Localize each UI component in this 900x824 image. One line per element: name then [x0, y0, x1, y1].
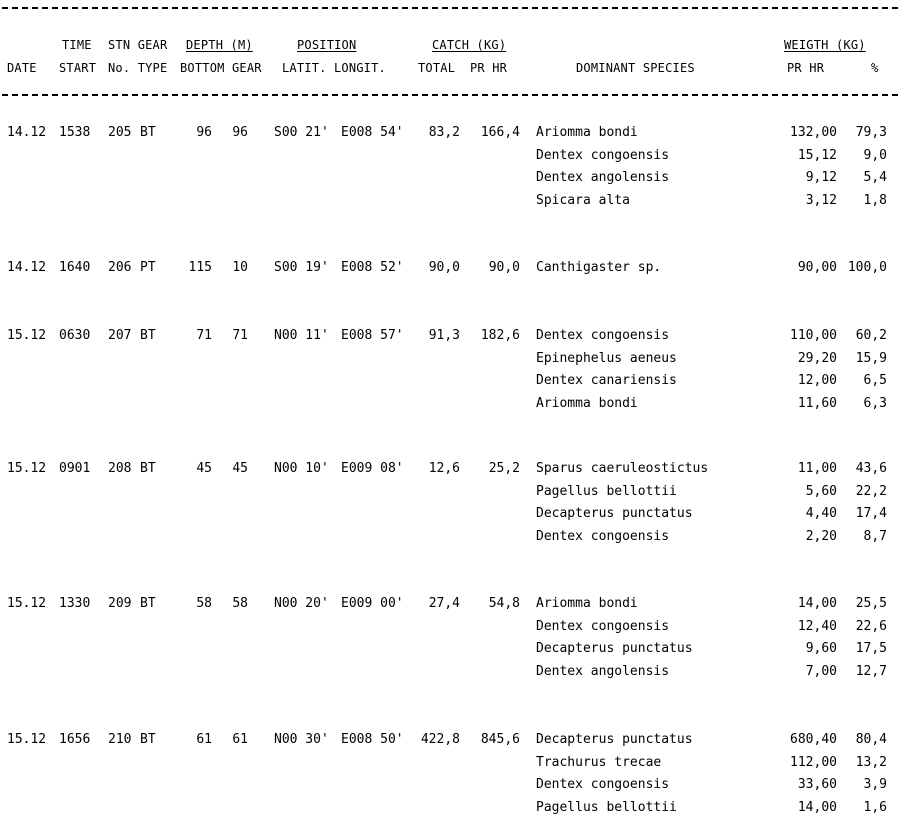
species-name: Sparus caeruleostictus	[536, 461, 709, 476]
species-name: Spicara alta	[536, 192, 630, 208]
station-time: 1656	[59, 732, 91, 747]
species-weight-prhr: 33,60	[797, 777, 837, 792]
species-weight-prhr: 9,12	[805, 170, 837, 185]
station-gear-depth: 58	[232, 596, 248, 611]
species-weight-prhr: 14,00	[797, 596, 837, 611]
station-date: 14.12	[7, 260, 47, 275]
header-percent: %	[871, 61, 879, 75]
station-bottom-depth: 45	[196, 461, 212, 476]
species-weight-prhr: 15,12	[797, 147, 837, 163]
header-dominant-species: DOMINANT SPECIES	[576, 61, 695, 75]
species-weight-prhr: 4,40	[805, 506, 837, 521]
species-percent: 17,4	[855, 506, 887, 521]
station-longitude: E008 52'	[341, 260, 404, 275]
station-date: 15.12	[7, 461, 47, 476]
species-percent: 12,7	[855, 663, 887, 679]
species-name: Dentex congoensis	[536, 528, 670, 544]
species-percent: 5,4	[863, 170, 887, 185]
station-latitude: N00 30'	[274, 732, 329, 747]
species-percent: 17,5	[855, 641, 887, 656]
station-latitude: S00 21'	[274, 125, 329, 140]
station-gear-type: BT	[140, 732, 156, 747]
species-weight-prhr: 112,00	[790, 754, 837, 770]
species-name: Dentex canariensis	[536, 373, 677, 388]
species-name: Ariomma bondi	[536, 596, 638, 611]
species-name: Canthigaster sp.	[536, 260, 662, 275]
species-weight-prhr: 7,00	[805, 663, 837, 679]
header-catch: CATCH (KG)	[432, 38, 507, 52]
species-percent: 43,6	[855, 461, 887, 476]
species-name: Pagellus bellottii	[536, 799, 677, 815]
station-longitude: E009 00'	[341, 596, 404, 611]
station-gear-depth: 61	[232, 732, 248, 747]
station-catch-prhr: 845,6	[480, 732, 520, 747]
station-total-catch: 12,6	[428, 461, 460, 476]
station-number: 210	[108, 732, 132, 747]
station-gear-type: BT	[140, 328, 156, 343]
species-name: Decapterus punctatus	[536, 732, 693, 747]
station-time: 1640	[59, 260, 91, 275]
species-percent: 1,6	[863, 799, 887, 815]
species-name: Ariomma bondi	[536, 395, 638, 411]
species-percent: 1,8	[863, 192, 887, 208]
species-weight-prhr: 29,20	[797, 350, 837, 366]
species-name: Epinephelus aeneus	[536, 350, 677, 366]
station-gear-type: BT	[140, 596, 156, 611]
station-total-catch: 91,3	[428, 328, 460, 343]
station-gear-type: BT	[140, 125, 156, 140]
header-start: START	[59, 61, 97, 75]
header-latit-longit: LATIT. LONGIT.	[282, 61, 386, 75]
station-longitude: E009 08'	[341, 461, 404, 476]
header-date: DATE	[7, 61, 37, 75]
top-dashed-rule	[2, 7, 898, 9]
station-date: 15.12	[7, 732, 47, 747]
station-gear-depth: 45	[232, 461, 248, 476]
header-stn-gear: STN GEAR	[108, 38, 168, 52]
species-percent: 60,2	[855, 328, 887, 343]
station-number: 207	[108, 328, 132, 343]
species-weight-prhr: 12,00	[797, 373, 837, 388]
station-catch-prhr: 54,8	[488, 596, 520, 611]
station-gear-depth: 10	[232, 260, 248, 275]
station-number: 205	[108, 125, 132, 140]
species-weight-prhr: 2,20	[805, 528, 837, 544]
station-bottom-depth: 115	[188, 260, 212, 275]
species-name: Trachurus trecae	[536, 754, 662, 770]
station-total-catch: 90,0	[428, 260, 460, 275]
species-percent: 8,7	[863, 528, 887, 544]
species-percent: 6,5	[863, 373, 887, 388]
species-weight-prhr: 680,40	[790, 732, 837, 747]
header-dashed-rule	[2, 94, 898, 96]
species-weight-prhr: 11,60	[797, 395, 837, 411]
species-name: Dentex congoensis	[536, 328, 670, 343]
species-weight-prhr: 12,40	[797, 618, 837, 634]
species-weight-prhr: 5,60	[805, 483, 837, 499]
station-bottom-depth: 71	[196, 328, 212, 343]
header-weight-prhr: PR HR	[787, 61, 825, 75]
species-name: Dentex angolensis	[536, 663, 670, 679]
header-weight: WEIGTH (KG)	[784, 38, 866, 52]
species-percent: 79,3	[855, 125, 887, 140]
species-weight-prhr: 3,12	[805, 192, 837, 208]
header-position: POSITION	[297, 38, 357, 52]
station-time: 0630	[59, 328, 91, 343]
species-percent: 15,9	[855, 350, 887, 366]
station-longitude: E008 57'	[341, 328, 404, 343]
species-name: Dentex angolensis	[536, 170, 670, 185]
station-latitude: S00 19'	[274, 260, 329, 275]
station-bottom-depth: 58	[196, 596, 212, 611]
header-time: TIME	[62, 38, 92, 52]
species-name: Dentex congoensis	[536, 147, 670, 163]
species-weight-prhr: 9,60	[805, 641, 837, 656]
species-weight-prhr: 90,00	[797, 260, 837, 275]
station-time: 1538	[59, 125, 91, 140]
header-no-type: No. TYPE	[108, 61, 168, 75]
species-percent: 22,2	[855, 483, 887, 499]
species-percent: 6,3	[863, 395, 887, 411]
station-time: 0901	[59, 461, 91, 476]
species-percent: 13,2	[855, 754, 887, 770]
station-total-catch: 83,2	[428, 125, 460, 140]
station-total-catch: 27,4	[428, 596, 460, 611]
species-percent: 3,9	[863, 777, 887, 792]
station-time: 1330	[59, 596, 91, 611]
species-percent: 100,0	[847, 260, 887, 275]
species-weight-prhr: 11,00	[797, 461, 837, 476]
station-catch-prhr: 166,4	[480, 125, 520, 140]
station-date: 15.12	[7, 328, 47, 343]
station-catch-prhr: 90,0	[488, 260, 520, 275]
station-total-catch: 422,8	[420, 732, 460, 747]
header-bottom-gear: BOTTOM GEAR	[180, 61, 262, 75]
species-weight-prhr: 110,00	[790, 328, 837, 343]
station-gear-type: BT	[140, 461, 156, 476]
species-weight-prhr: 14,00	[797, 799, 837, 815]
species-name: Ariomma bondi	[536, 125, 638, 140]
station-number: 206	[108, 260, 132, 275]
header-depth: DEPTH (M)	[186, 38, 253, 52]
species-percent: 9,0	[863, 147, 887, 163]
species-name: Decapterus punctatus	[536, 506, 693, 521]
station-date: 14.12	[7, 125, 47, 140]
station-catch-prhr: 182,6	[480, 328, 520, 343]
station-longitude: E008 50'	[341, 732, 404, 747]
station-catch-prhr: 25,2	[488, 461, 520, 476]
station-latitude: N00 10'	[274, 461, 329, 476]
station-gear-type: PT	[140, 260, 156, 275]
station-gear-depth: 71	[232, 328, 248, 343]
station-bottom-depth: 61	[196, 732, 212, 747]
species-percent: 22,6	[855, 618, 887, 634]
station-gear-depth: 96	[232, 125, 248, 140]
species-percent: 25,5	[855, 596, 887, 611]
header-total-prhr: TOTAL PR HR	[418, 61, 508, 75]
station-date: 15.12	[7, 596, 47, 611]
station-latitude: N00 11'	[274, 328, 329, 343]
station-longitude: E008 54'	[341, 125, 404, 140]
station-number: 208	[108, 461, 132, 476]
species-name: Pagellus bellottii	[536, 483, 677, 499]
species-name: Dentex congoensis	[536, 777, 670, 792]
species-name: Dentex congoensis	[536, 618, 670, 634]
species-weight-prhr: 132,00	[790, 125, 837, 140]
species-name: Decapterus punctatus	[536, 641, 693, 656]
station-bottom-depth: 96	[196, 125, 212, 140]
species-percent: 80,4	[855, 732, 887, 747]
station-number: 209	[108, 596, 132, 611]
station-latitude: N00 20'	[274, 596, 329, 611]
